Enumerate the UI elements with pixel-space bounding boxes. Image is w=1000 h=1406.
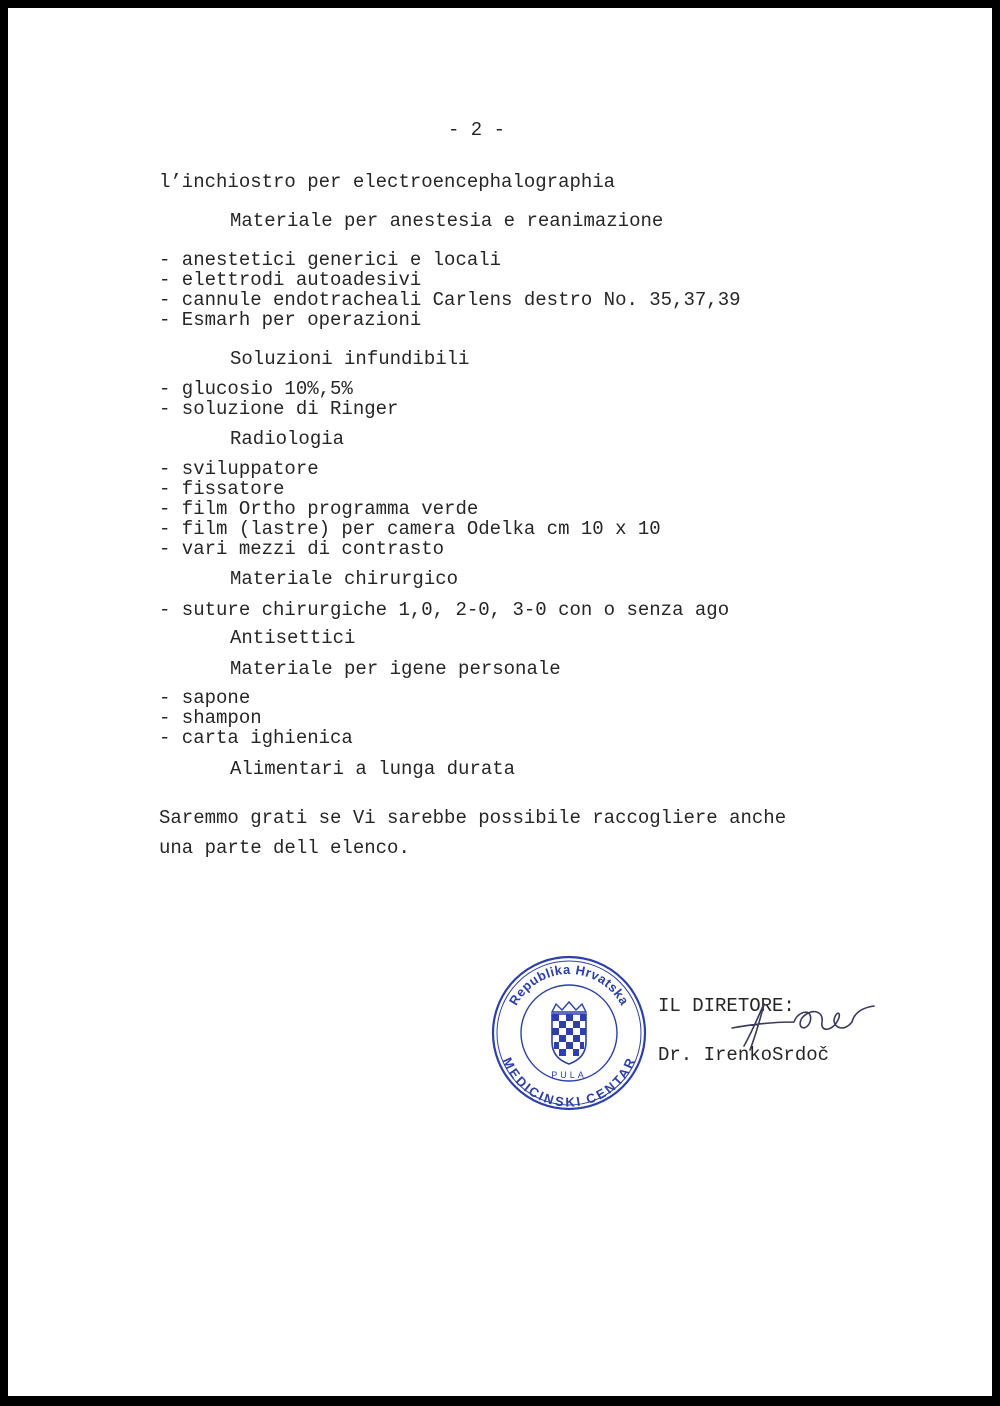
document-page (8, 8, 992, 1396)
section-heading: Soluzioni infundibili (230, 348, 470, 370)
closing-text: Saremmo grati se Vi sarebbe possibile raccogliere anche (159, 807, 787, 829)
official-stamp (490, 954, 648, 1112)
stamp-bottom-text: MEDICINSKI CENTAR (499, 1055, 639, 1110)
list-item: - vari mezzi di contrasto (159, 538, 445, 560)
list-item: - film (lastre) per camera Odelka cm 10 x 10 (159, 518, 661, 540)
list-item: - elettrodi autoadesivi (159, 269, 422, 291)
signature-title: IL DIRETORE: (658, 995, 795, 1017)
list-item: - carta ighienica (159, 727, 353, 749)
stamp-city-text: PULA (551, 1070, 587, 1080)
list-item: - sapone (159, 687, 251, 709)
list-item: - fissatore (159, 478, 285, 500)
page-number: - 2 - (448, 119, 506, 141)
list-item: - Esmarh per operazioni (159, 309, 422, 331)
list-item: - soluzione di Ringer (159, 398, 399, 420)
section-heading: Materiale per igene personale (230, 658, 561, 680)
list-item: - glucosio 10%,5% (159, 378, 353, 400)
section-heading: Radiologia (230, 428, 345, 450)
section-heading: Alimentari a lunga durata (230, 758, 516, 780)
list-item: - film Ortho programma verde (159, 498, 479, 520)
section-heading: Antisettici (230, 627, 356, 649)
list-item: - anestetici generici e locali (159, 249, 502, 271)
coat-of-arms-icon (552, 1002, 586, 1064)
list-item: - suture chirurgiche 1,0, 2-0, 3-0 con o senza ago (159, 599, 730, 621)
list-item: - cannule endotracheali Carlens destro No. 35,37,39 (159, 289, 741, 311)
closing-text: una parte dell elenco. (159, 837, 410, 859)
text-line: l’inchiostro per electroencephalographia (159, 171, 616, 193)
section-heading: Materiale per anestesia e reanimazione (230, 210, 664, 232)
list-item: - shampon (159, 707, 262, 729)
stamp-top-text: Republika Hrvatska (505, 961, 633, 1008)
list-item: - sviluppatore (159, 458, 319, 480)
section-heading: Materiale chirurgico (230, 568, 459, 590)
signatory-name: Dr. IrenkoSrdoč (658, 1044, 830, 1066)
